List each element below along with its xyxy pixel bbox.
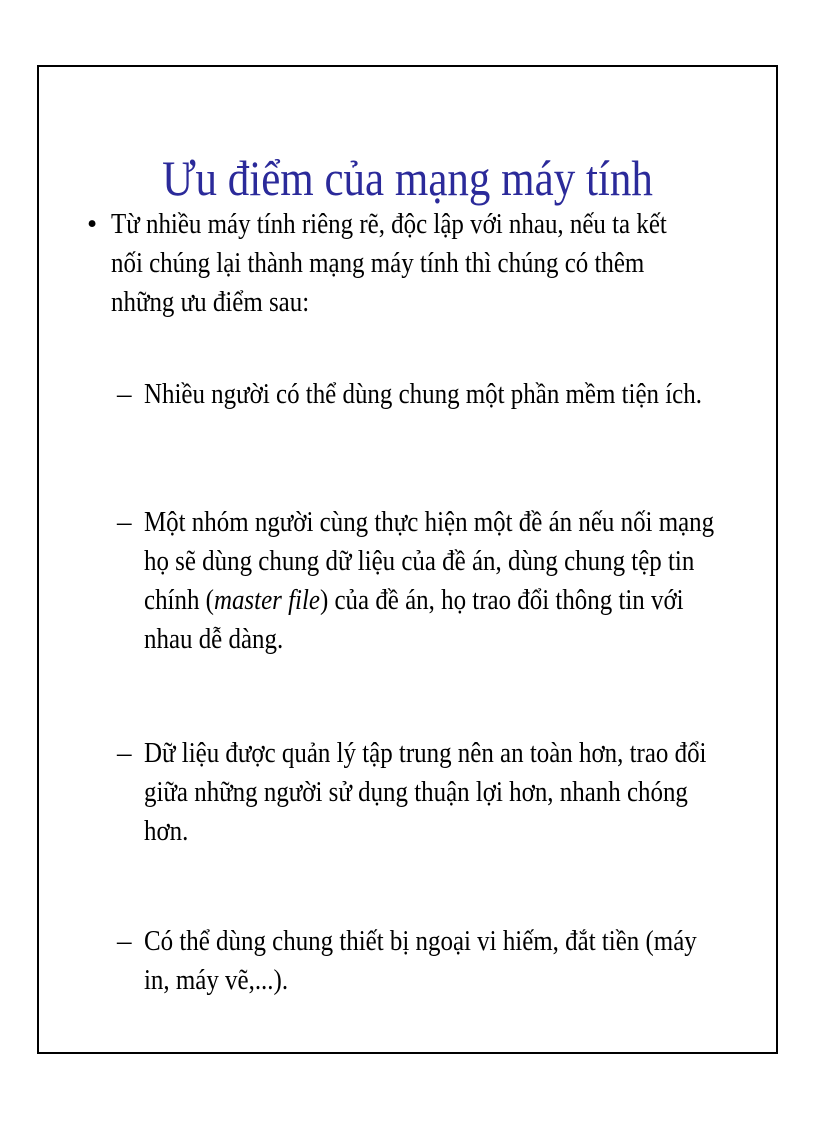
sub-item-italic-term: master file (213, 584, 320, 616)
slide-title: Ưu điểm của mạng máy tính (162, 150, 653, 206)
bullet-text: Từ nhiều máy tính riêng rẽ, độc lập với nhau, nếu ta kết nối chúng lại thành mạng máy tính thì chúng có thêm những ưu điểm sau: (111, 208, 667, 318)
sub-item-text-part: Một nhóm người cùng thực hiện một đề án nếu nối mạng họ sẽ dùng chung dữ liệu của đề án, dùng chung tệp tin chính ( (144, 506, 715, 616)
sub-item-text: Nhiều người có thể dùng chung một phần mềm tiện ích. (144, 378, 702, 410)
sub-item-text-part: ) của đề án, họ trao đổi thông tin với nhau dễ dàng. (144, 584, 684, 655)
slide-frame (37, 65, 778, 1054)
slide-content (39, 67, 776, 1052)
bullet-marker: • (87, 208, 98, 240)
dash-marker: – (117, 506, 132, 538)
sub-item-text: Dữ liệu được quản lý tập trung nên an toàn hơn, trao đổi giữa những người sử dụng thuận lợi hơn, nhanh chóng hơn. (144, 737, 707, 847)
dash-marker: – (117, 737, 132, 769)
sub-item-text: Có thể dùng chung thiết bị ngoại vi hiếm, đắt tiền (máy in, máy vẽ,...). (144, 925, 697, 996)
dash-marker: – (117, 925, 132, 957)
sub-item-text (144, 503, 716, 659)
dash-marker: – (117, 378, 132, 410)
